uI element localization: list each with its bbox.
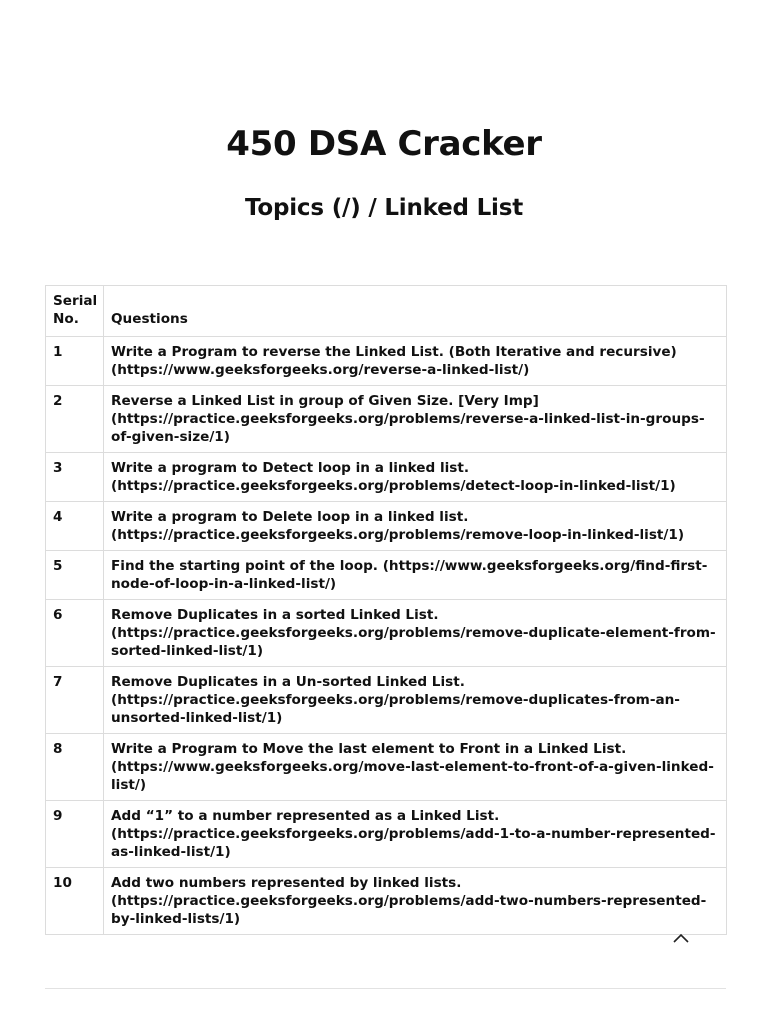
serial-cell: 9 — [46, 801, 104, 868]
serial-cell: 3 — [46, 453, 104, 502]
breadcrumb — [0, 189, 768, 227]
question-cell — [104, 801, 727, 868]
question-text: Find the starting point of the loop. — [111, 558, 378, 574]
table-header-row — [46, 286, 727, 337]
question-cell — [104, 667, 727, 734]
question-text: Reverse a Linked List in group of Given Size. [Very Imp] — [111, 393, 539, 409]
question-link[interactable]: (https://www.geeksforgeeks.org/reverse-a-linked-list/) — [111, 362, 530, 378]
question-text: Remove Duplicates in a Un-sorted Linked List. — [111, 674, 465, 690]
table-row — [46, 453, 727, 502]
column-header-questions-label: Questions — [111, 311, 188, 327]
column-header-questions — [104, 286, 727, 337]
column-header-serial-label: Serial No. — [53, 293, 98, 327]
breadcrumb-current: Linked List — [384, 195, 524, 221]
question-text: Remove Duplicates in a sorted Linked List. — [111, 607, 439, 623]
bottom-divider — [45, 988, 726, 989]
scroll-to-top-button[interactable] — [671, 930, 691, 946]
breadcrumb-topics-link[interactable] — [245, 195, 361, 221]
question-cell — [104, 337, 727, 386]
question-link[interactable]: (https://www.geeksforgeeks.org/move-last-element-to-front-of-a-given-linked-list/) — [111, 759, 714, 793]
breadcrumb-topics-label: Topics — [244, 195, 324, 221]
question-link[interactable]: (https://practice.geeksforgeeks.org/problems/reverse-a-linked-list-in-groups-of-given-size/1) — [111, 411, 705, 445]
breadcrumb-topics-path: (/) — [331, 195, 361, 221]
chevron-up-icon — [671, 930, 691, 946]
table-row — [46, 600, 727, 667]
table-row — [46, 502, 727, 551]
breadcrumb-separator: / — [368, 195, 377, 221]
table-row — [46, 667, 727, 734]
serial-cell: 5 — [46, 551, 104, 600]
question-cell — [104, 600, 727, 667]
serial-cell: 4 — [46, 502, 104, 551]
question-cell — [104, 734, 727, 801]
column-header-serial — [46, 286, 104, 337]
serial-cell: 1 — [46, 337, 104, 386]
table-row — [46, 734, 727, 801]
question-link[interactable]: (https://practice.geeksforgeeks.org/problems/add-1-to-a-number-represented-as-linked-list/1) — [111, 826, 716, 860]
question-cell — [104, 502, 727, 551]
serial-cell: 6 — [46, 600, 104, 667]
question-text: Write a Program to Move the last element to Front in a Linked List. — [111, 741, 627, 757]
serial-cell: 8 — [46, 734, 104, 801]
question-text: Write a program to Detect loop in a linked list. — [111, 460, 470, 476]
table-row — [46, 551, 727, 600]
table-row — [46, 801, 727, 868]
question-text: Write a Program to reverse the Linked List. (Both Iterative and recursive) — [111, 344, 677, 360]
questions-table — [45, 285, 727, 935]
question-text: Write a program to Delete loop in a linked list. — [111, 509, 469, 525]
question-link[interactable]: (https://practice.geeksforgeeks.org/problems/remove-duplicates-from-an-unsorted-linked-list/1) — [111, 692, 680, 726]
question-cell — [104, 551, 727, 600]
table-row — [46, 386, 727, 453]
question-cell — [104, 453, 727, 502]
serial-cell: 10 — [46, 868, 104, 935]
question-cell — [104, 868, 727, 935]
table-row — [46, 868, 727, 935]
question-link[interactable]: (https://practice.geeksforgeeks.org/problems/remove-duplicate-element-from-sorted-linked-list/1) — [111, 625, 716, 659]
page-title: 450 DSA Cracker — [226, 124, 542, 164]
question-cell — [104, 386, 727, 453]
question-link[interactable]: (https://practice.geeksforgeeks.org/problems/add-two-numbers-represented-by-linked-lists/1) — [111, 893, 707, 927]
question-link[interactable]: (https://practice.geeksforgeeks.org/problems/detect-loop-in-linked-list/1) — [111, 478, 676, 494]
table-row — [46, 337, 727, 386]
serial-cell: 2 — [46, 386, 104, 453]
question-text: Add two numbers represented by linked lists. — [111, 875, 462, 891]
question-link[interactable]: (https://practice.geeksforgeeks.org/problems/remove-loop-in-linked-list/1) — [111, 527, 685, 543]
question-text: Add “1” to a number represented as a Linked List. — [111, 808, 500, 824]
question-link[interactable]: (https://www.geeksforgeeks.org/find-first-node-of-loop-in-a-linked-list/) — [111, 558, 708, 592]
serial-cell: 7 — [46, 667, 104, 734]
